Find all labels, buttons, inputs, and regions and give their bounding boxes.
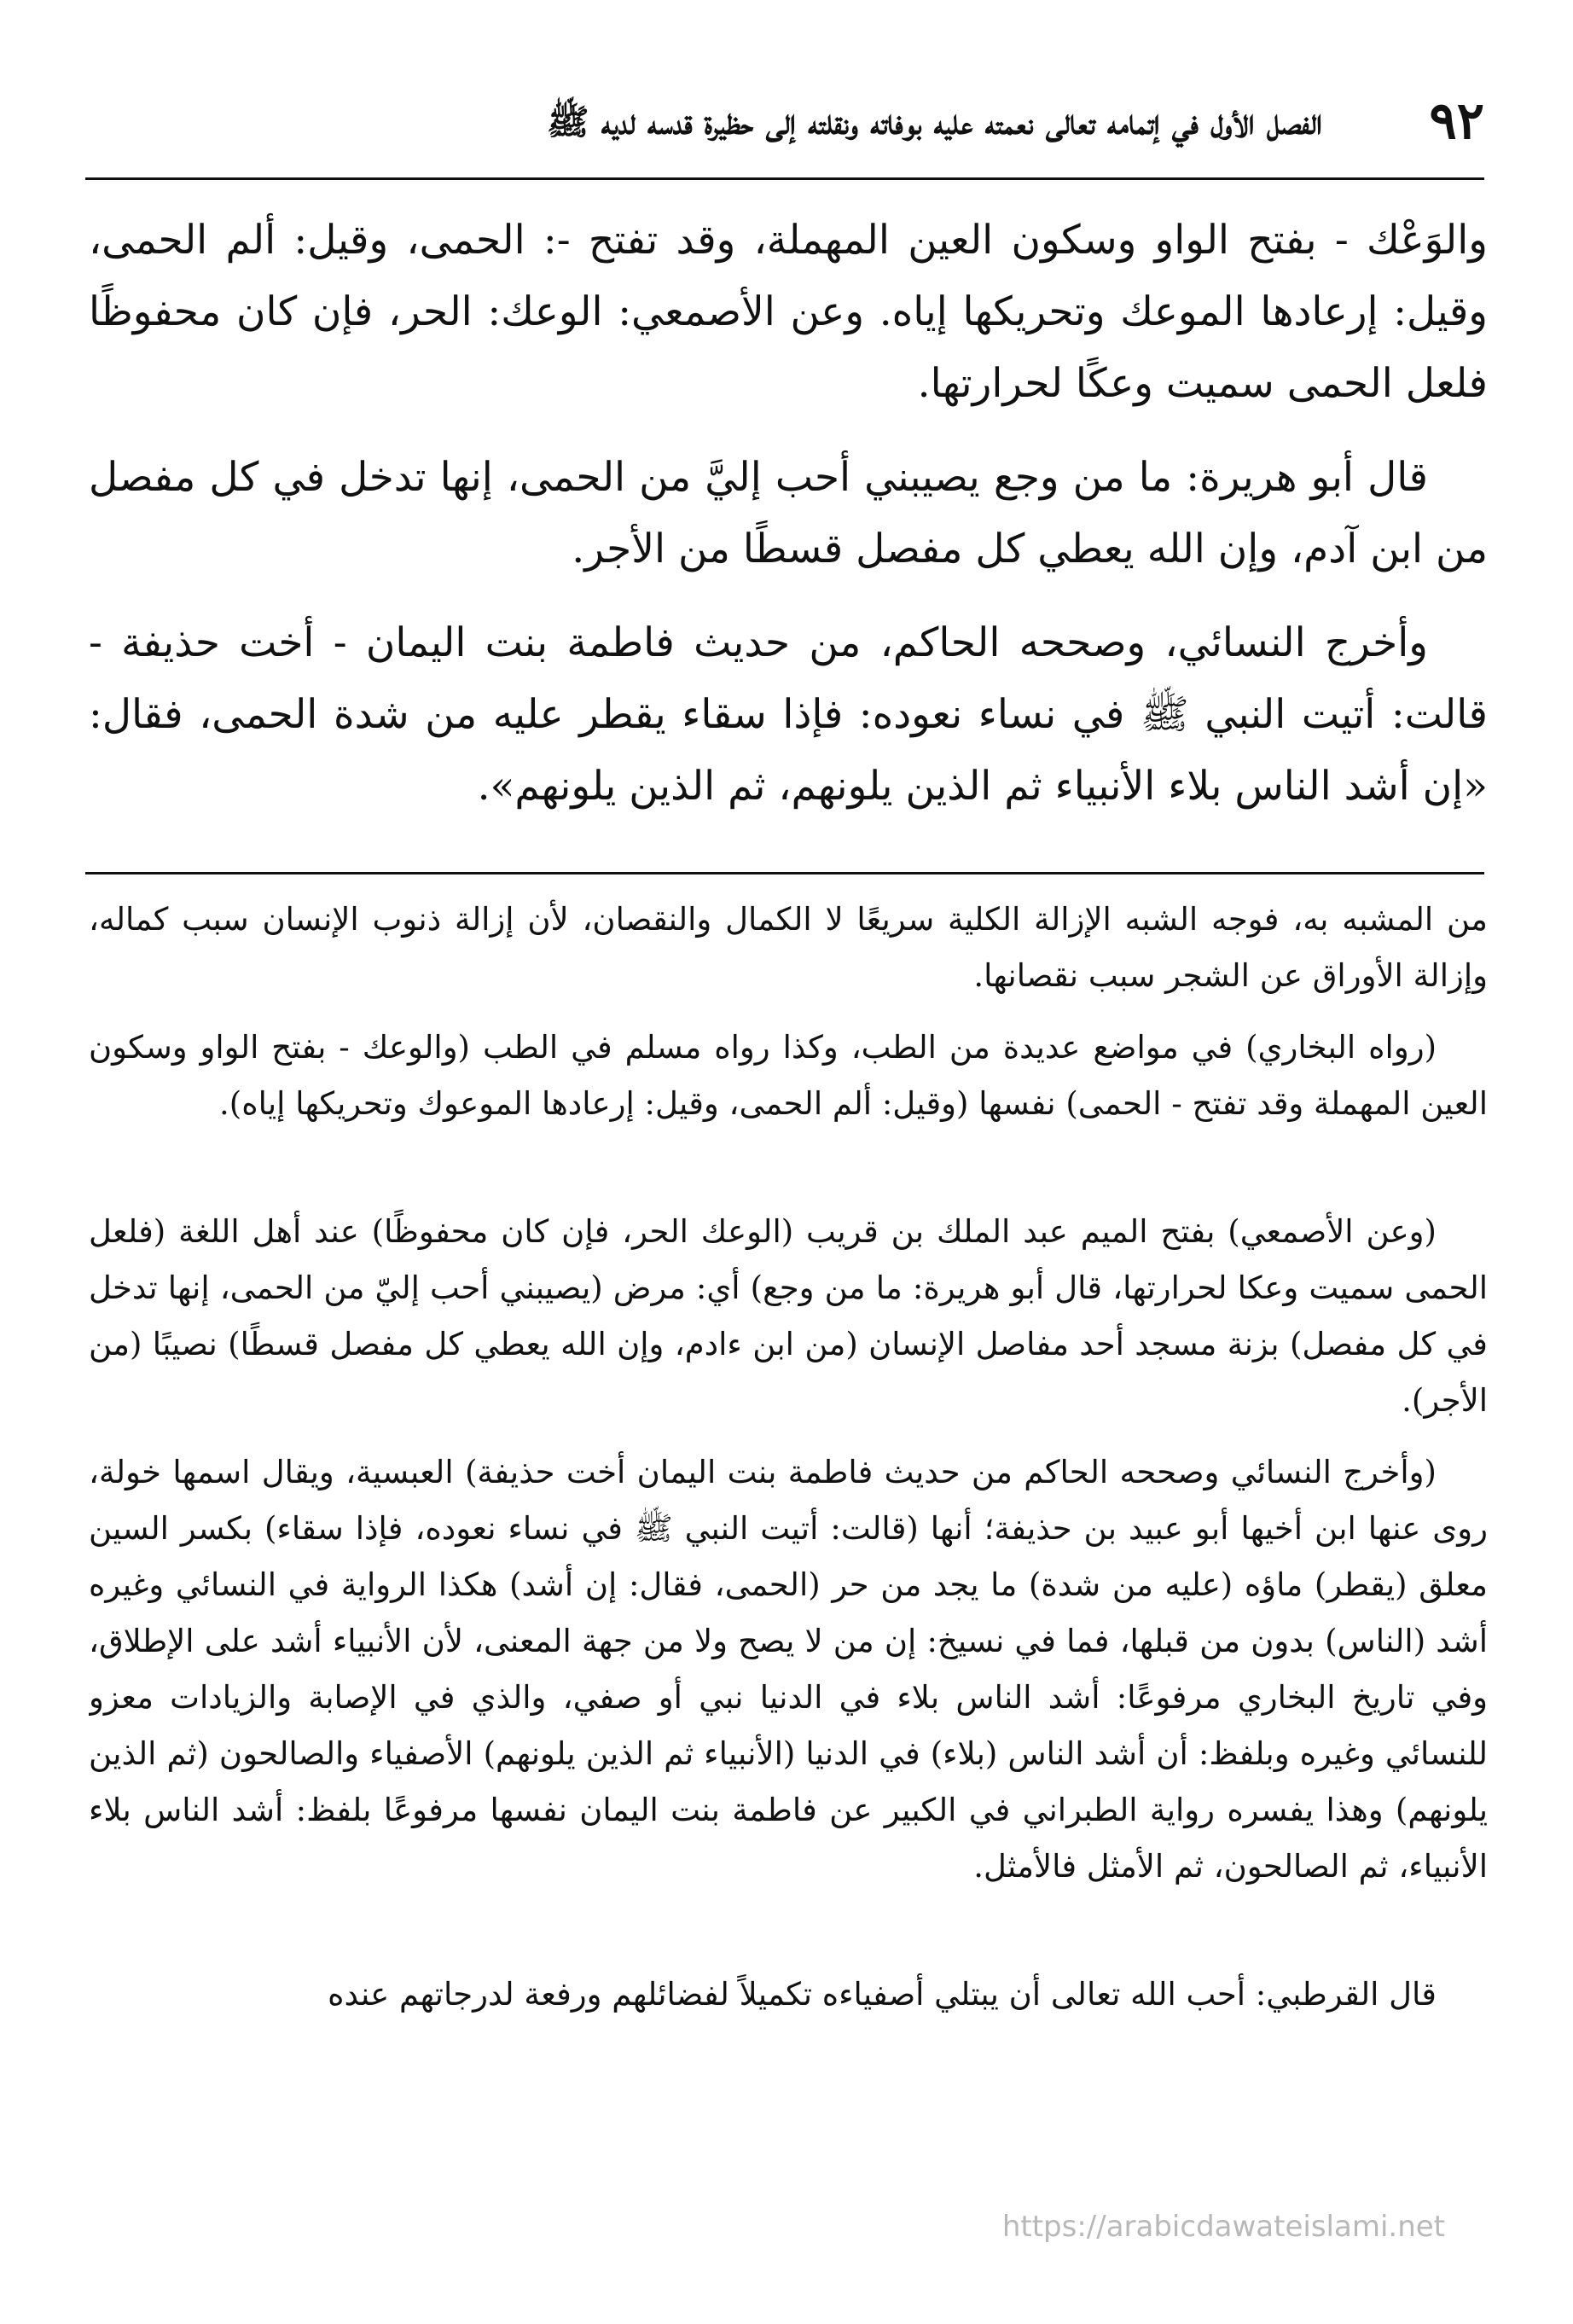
header-divider — [85, 177, 1484, 180]
watermark: https://arabicdawateislami.net — [1001, 2210, 1445, 2244]
commentary-paragraph-2: (رواه البخاري) في مواضع عديدة من الطب، وكذا رواه مسلم في الطب (والوعك - بفتح الواو وسكون العين المهملة وقد تفتح - الحمى) نفسها (وقيل: ألم الحمى، وقيل: إرعادها الموعوك وتحريكها إياه). — [89, 1029, 1488, 1122]
main-paragraph-2: قال أبو هريرة: ما من وجع يصيبني أحب إليَّ من الحمى، إنها تدخل في كل مفصل من ابن آدم، وإن الله يعطي كل مفصل قسطًا من الأجر. — [89, 454, 1488, 572]
main-paragraph-3: وأخرج النسائي، وصححه الحاكم، من حديث فاطمة بنت اليمان - أخت حذيفة - قالت: أتيت النبي ﷺ في نساء نعوده: فإذا سقاء يقطر عليه من شدة الحمى، فقال: «إن أشد الناس بلاء الأنبياء ثم الذين يلونهم، ثم الذين يلونهم». — [89, 619, 1488, 810]
footnote-divider — [85, 872, 1484, 874]
commentary-paragraph-1: من المشبه به، فوجه الشبه الإزالة الكلية سريعًا لا الكمال والنقصان، لأن إزالة ذنوب الإنسان سبب كماله، وإزالة الأوراق عن الشجر سبب نقصانها. — [89, 901, 1488, 994]
page-header — [68, 81, 1484, 175]
commentary-paragraph-5: قال القرطبي: أحب الله تعالى أن يبتلي أصفياءه تكميلاً لفضائلهم ورفعة لدرجاتهم عنده — [328, 1976, 1437, 2013]
running-title: الفصل الأول في إتمامه تعالى نعمته عليه بوفاته ونقلته إلى حظيرة قدسه لديه ﷺ — [546, 102, 1322, 142]
commentary — [89, 892, 1488, 2095]
main-text — [89, 205, 1488, 845]
page-number: ٩٢ — [1429, 91, 1484, 151]
commentary-paragraph-3: (وعن الأصمعي) بفتح الميم عبد الملك بن قريب (الوعك الحر، فإن كان محفوظًا) عند أهل اللغة (فلعل الحمى سميت وعكا لحرارتها، قال أبو هريرة: ما من وجع) أي: مرض (يصيبني أحب إليّ من الحمى، إنها تدخل في كل مفصل) بزنة مسجد أحد مفاصل الإنسان (من ابن ءادم، وإن الله يعطي كل مفصل قسطًا) نصيبًا (من الأجر). — [89, 1213, 1488, 1419]
commentary-paragraph-4: (وأخرج النسائي وصححه الحاكم من حديث فاطمة بنت اليمان أخت حذيفة) العبسية، ويقال اسمها خولة، روى عنها ابن أخيها أبو عبيد بن حذيفة؛ أنها (قالت: أتيت النبي ﷺ في نساء نعوده، فإذا سقاء) بكسر السين معلق (يقطر) ماؤه (عليه من شدة) ما يجد من حر (الحمى، فقال: إن أشد) هكذا الرواية في النسائي وغيره أشد (الناس) بدون من قبلها، فما في نسيخ: إن من لا يصح ولا من جهة المعنى، لأن الأنبياء أشد على الإطلاق، وفي تاريخ البخاري مرفوعًا: أشد الناس بلاء في الدنيا نبي أو صفي، والذي في الإصابة والزيادات معزو للنسائي وغيره وبلفظ: أن أشد الناس (بلاء) في الدنيا (الأنبياء ثم الذين يلونهم) الأصفياء والصالحون (ثم الذين يلونهم) وهذا يفسره رواية الطبراني في الكبير عن فاطمة بنت اليمان نفسها مرفوعًا بلفظ: أشد الناس بلاء الأنبياء، ثم الصالحون، ثم الأمثل فالأمثل. — [89, 1454, 1488, 1885]
main-paragraph-1: والوَعْك - بفتح الواو وسكون العين المهملة، وقد تفتح -: الحمى، وقيل: ألم الحمى، وقيل: إرعادها الموعك وتحريكها إياه. وعن الأصمعي: الوعك: الحر، فإن كان محفوظًا فلعل الحمى سميت وعكًا لحرارتها. — [89, 217, 1488, 407]
